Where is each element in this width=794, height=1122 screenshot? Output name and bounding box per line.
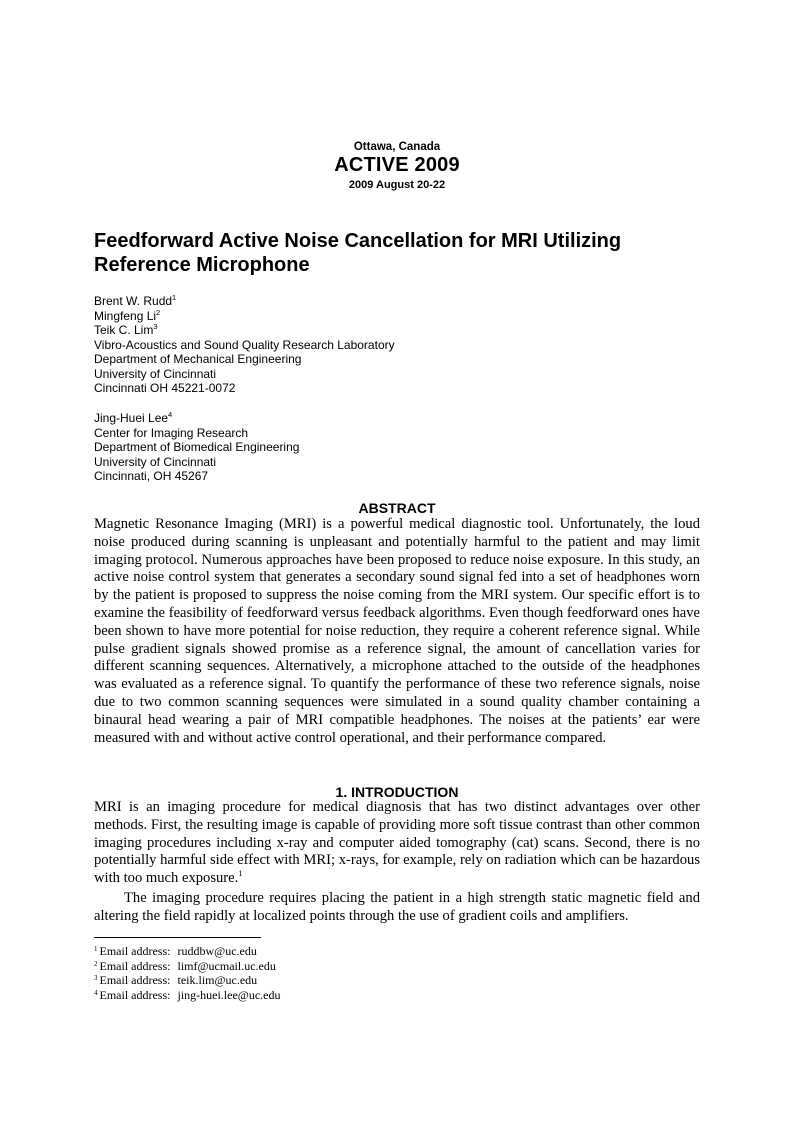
author-block-2 [94,411,299,484]
affiliation-line: Vibro-Acoustics and Sound Quality Research Laboratory [94,337,395,352]
footnote: $^2$ Email address: limf@ucmail.uc.edu [94,958,276,973]
affiliation-line: Cincinnati, OH 45267 [94,469,209,483]
footnote: $^3$ Email address: teik.lim@uc.edu [94,973,258,988]
footnote-marker: 1 [172,293,177,302]
footnote-marker: 3 [153,322,158,331]
affiliation-line: University of Cincinnati [94,366,217,381]
affiliation-line: Department of Mechanical Engineering [94,352,302,366]
footnote-divider [94,937,261,938]
introduction-paragraph-2: The imaging procedure requires placing the patient in a high strength static magnetic field and altering the field rapidly at localized points through the use of gradient coils and amplifiers. [94,890,700,924]
conference-name: ACTIVE 2009 [334,154,460,176]
author-name: Teik C. Lim$^3$ [94,322,158,337]
affiliation-line: Center for Imaging Research [94,425,249,440]
email-address: teik.lim@uc.edu [177,973,258,988]
introduction-paragraph-1: MRI is an imaging procedure for medical diagnosis that has two distinct advantages over other methods. First, the resulting image is capable of providing more soft tissue contrast than other common imaging procedures including x-ray and computer aided tomography (cat) scans. Second, there is no potentially harmful side effect with MRI; x-rays, for example, rely on radiation which can be hazardous with too much exposure.$^1$ [94,799,700,887]
affiliation-line: Department of Biomedical Engineering [94,440,300,454]
footnote-marker: 4 [168,410,173,419]
introduction-heading: 1. INTRODUCTION [335,784,459,800]
author-name: Jing-Huei Lee$^4$ [94,410,173,425]
abstract-heading: ABSTRACT [358,500,436,516]
author-name: Brent W. Rudd$^1$ [94,293,177,308]
conference-location: Ottawa, Canada [353,141,441,153]
email-address: jing-huei.lee@uc.edu [177,987,281,1002]
footnote: $^1$ Email address: ruddbw@uc.edu [94,944,257,958]
footnote-marker: 1 [238,868,243,879]
email-address: ruddbw@uc.edu [177,944,257,958]
affiliation-line: University of Cincinnati [94,454,217,469]
footnote: $^4$ Email address: jing-huei.lee@uc.edu [94,987,281,1002]
conference-dates: 2009 August 20-22 [348,179,446,191]
author-name: Mingfeng Li$^2$ [94,307,161,323]
abstract-text: Magnetic Resonance Imaging (MRI) is a powerful medical diagnostic tool. Unfortunately, the loud noise produced during scanning is unpleasant and potentially harmful to the patient and may limit imaging protocol. Numerous approaches have been proposed to reduce noise exposure. In this study, an active noise control system that generates a secondary sound signal fed into a set of headphones worn by the patient is proposed to suppress the noise coming from the MRI system. Our specific effort is to examine the feasibility of feedforward versus feedback algorithms. Even though feedforward ones have been shown to have more potential for noise reduction, they require a coherent reference signal. While pulse gradient signals showed promise as a reference signal, the amount of cancellation varies for different scanning sequences. Alternatively, a microphone attached to the outside of the headphones was evaluated as a reference signal. To quantify the performance of these two reference signals, noise due to two common scanning sequences were simulated in a sound quality chamber containing a binaural head wearing a pair of MRI compatible headphones. The noises at the patients’ ear were measured with and without active control operational, and their performance compared. [94,516,700,746]
affiliation-line: Cincinnati OH 45221-0072 [94,381,236,395]
author-block-1 [94,294,395,396]
footnotes [94,944,281,1002]
footnote-marker: 2 [156,307,161,317]
paper-title: Feedforward Active Noise Cancellation for MRI Utilizing Reference Microphone [94,230,622,276]
email-address: limf@ucmail.uc.edu [177,958,276,973]
